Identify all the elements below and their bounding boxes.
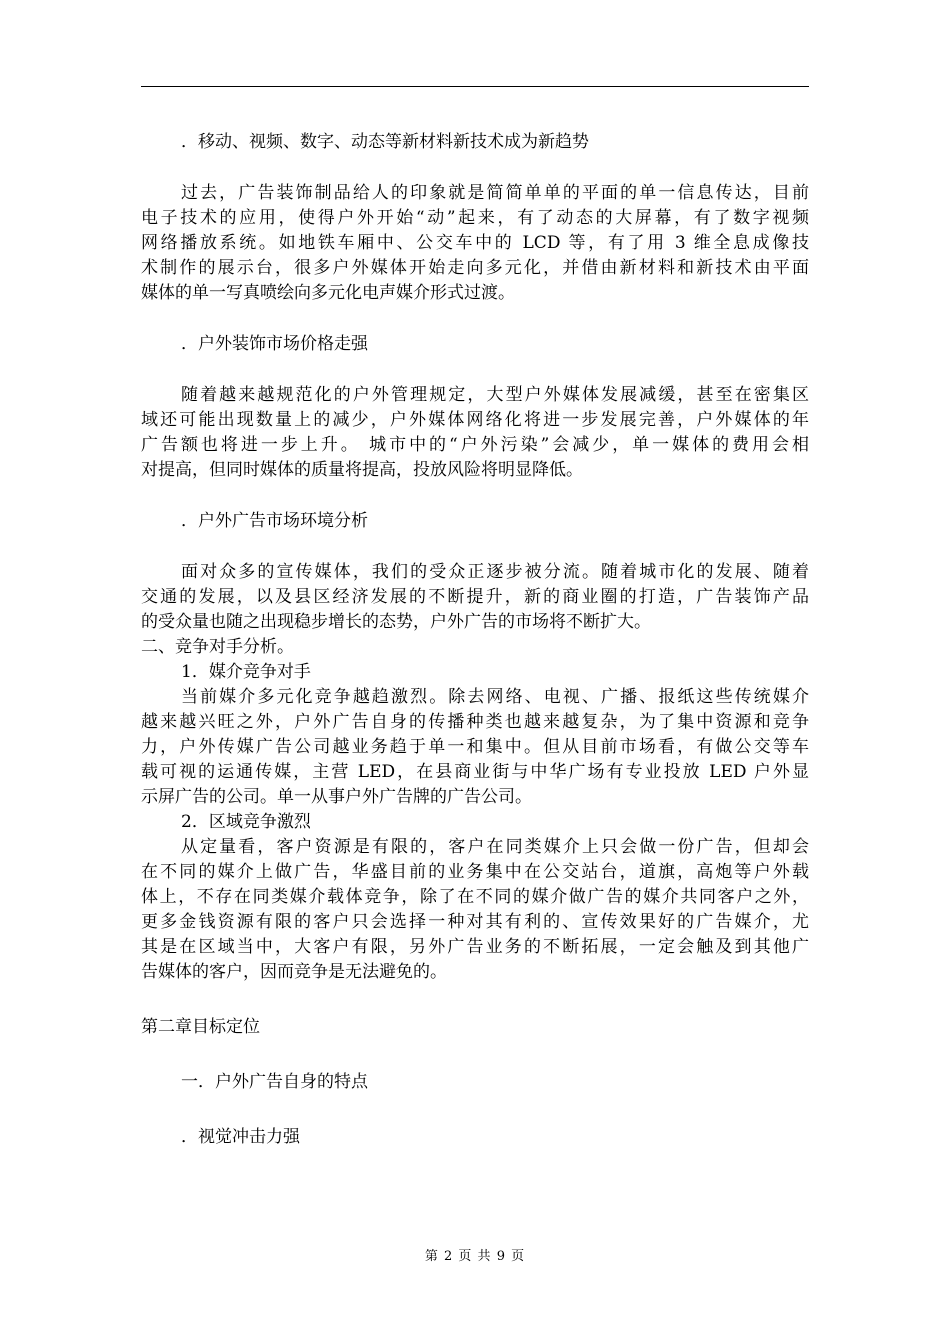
paragraph-regional-competition [141, 835, 809, 985]
heading-new-tech-trend: ．移动、视频、数字、动态等新材料新技术成为新趋势 [181, 132, 589, 152]
paragraph-line: 交通的发展，以及县区经济发展的不断提升，新的商业圈的打造，广告装饰产品 [141, 587, 809, 607]
paragraph-line: 面对众多的宣传媒体，我们的受众正逐步被分流。随着城市化的发展、随着 [181, 562, 809, 582]
item-heading-visual-impact: ．视觉冲击力强 [181, 1127, 300, 1147]
paragraph-media-competitors [141, 685, 809, 810]
paragraph-line: 过去，广告装饰制品给人的印象就是简简单单的平面的单一信息传达，目前 [181, 183, 809, 203]
paragraph-line: 电子技术的应用，使得户外开始“动”起来，有了动态的大屏幕，有了数字视频 [141, 208, 809, 228]
paragraph-new-tech [141, 181, 809, 306]
subheading-media-competitors: 1．媒介竞争对手 [181, 662, 311, 682]
paragraph-line: 其是在区域当中，大客户有限，另外广告业务的不断拓展，一定会触及到其他广 [141, 937, 809, 957]
document-body [141, 130, 809, 1150]
paragraph-line: 当前媒介多元化竞争越趋激烈。除去网络、电视、广播、报纸这些传统媒介 [181, 687, 809, 707]
paragraph-line: 广告额也将进一步上升。 城市中的“户外污染”会减少，单一媒体的费用会相 [141, 435, 809, 455]
heading-price-rise: ．户外装饰市场价格走强 [181, 334, 368, 354]
chapter-heading-target-positioning: 第二章目标定位 [141, 1017, 260, 1037]
paragraph-line: 的受众量也随之出现稳步增长的态势，户外广告的市场将不断扩大。 [141, 612, 651, 632]
paragraph-line: 告媒体的客户，因而竞争是无法避免的。 [141, 962, 447, 982]
page-footer [0, 1248, 950, 1266]
paragraph-line: 域还可能出现数量上的减少，户外媒体网络化将进一步发展完善，户外媒体的年 [141, 410, 809, 430]
paragraph-price-rise [141, 383, 809, 483]
paragraph-line: 媒体的单一写真喷绘向多元化电声媒介形式过渡。 [141, 283, 515, 303]
heading-market-environment: ．户外广告市场环境分析 [181, 511, 368, 531]
paragraph-line: 术制作的展示台，很多户外媒体开始走向多元化，并借由新材料和新技术由平面 [141, 258, 809, 278]
section-heading-competitor-analysis: 二、竞争对手分析。 [141, 637, 294, 657]
paragraph-line: 更多金钱资源有限的客户只会选择一种对其有利的、宣传效果好的广告媒介，尤 [141, 912, 809, 932]
paragraph-line: 随着越来越规范化的户外管理规定，大型户外媒体发展减缓，甚至在密集区 [181, 385, 809, 405]
section-heading-outdoor-features: 一．户外广告自身的特点 [181, 1072, 368, 1092]
paragraph-line: 越来越兴旺之外，户外广告自身的传播种类也越来越复杂，为了集中资源和竞争 [141, 712, 809, 732]
page-number-label: 第 2 页 共 9 页 [424, 1249, 526, 1264]
paragraph-line: 网络播放系统。如地铁车厢中、公交车中的 LCD 等，有了用 3 维全息成像技 [141, 233, 809, 253]
paragraph-line: 示屏广告的公司。单一从事户外广告牌的广告公司。 [141, 787, 532, 807]
paragraph-line: 载可视的运通传媒，主营 LED，在县商业街与中华广场有专业投放 LED 户外显 [141, 762, 809, 782]
paragraph-line: 体上，不存在同类媒介载体竞争，除了在不同的媒介做广告的媒介共同客户之外， [141, 887, 809, 907]
paragraph-line: 在不同的媒介上做广告，华盛目前的业务集中在公交站台，道旗，高炮等户外载 [141, 862, 809, 882]
paragraph-line: 力，户外传媒广告公司越业务趋于单一和集中。但从目前市场看，有做公交等车 [141, 737, 809, 757]
header-rule [141, 86, 809, 87]
paragraph-line: 从定量看，客户资源是有限的，客户在同类媒介上只会做一份广告，但却会 [181, 837, 809, 857]
subheading-regional-competition: 2．区域竞争激烈 [181, 812, 311, 832]
paragraph-market-environment [141, 560, 809, 635]
paragraph-line: 对提高，但同时媒体的质量将提高，投放风险将明显降低。 [141, 460, 583, 480]
